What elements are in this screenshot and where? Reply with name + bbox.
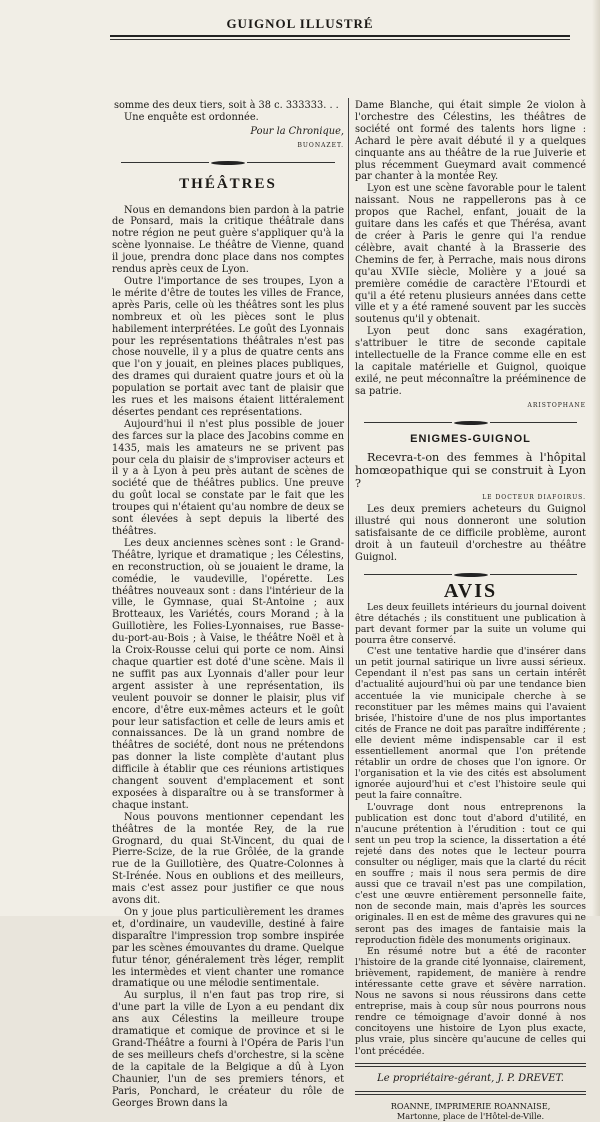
article-paragraph: Dame Blanche, qui était simple 2e violon à l'orchestre des Célestins, les théâtres de société ont formé des talents hors ligne : Achard le père avait débuté il y a quelques cinquante ans au théâtre de la rue Juiverie et plus récemment Gueymard avait commencé par chanter à la montée Rey. [355,100,586,183]
column-divider [348,98,349,843]
left-column [112,100,344,1109]
avis-section [355,602,586,1057]
masthead-title: GUIGNOL ILLUSTRÉ [226,16,374,31]
enigme-paragraph: Les deux premiers acheteurs du Guignol illustré qui nous donneront une solution satisfaisante de ce difficile problème, auront droit à un fauteuil d'orchestre au théâtre Guignol. [355,504,586,563]
double-rule [355,1091,586,1095]
article-signature: ARISTOPHANE [527,401,586,409]
masthead-rule-thin [110,39,570,40]
article-paragraph: Au surplus, il n'en faut pas trop rire, si d'une part la ville de Lyon a eu pendant dix ans aux Célestins la meilleure troupe dramatique et comique de province et si le Grand-Théâtre a fourni à l'Opéra de Paris l'un de ses meilleurs chefs d'orchestre, si la scène de la capitale de la Belgique a dû à Lyon Chaunier, l'un de ses premiers ténors, et Paris, Ponchard, le créateur du rôle de Georges Brown dans la [112,990,344,1109]
article-paragraph: Nous pouvons mentionner cependant les théâtres de la montée Rey, de la rue Grognard, du quai St-Vincent, du quai de Pierre-Scize, de la rue Grôlée, de la grande rue de la Guillotière, des Quatre-Colonnes à St-Irénée. Nous en oublions et des meilleurs, mais c'est assez pour justifier ce que nous avons dit. [112,811,344,907]
article-paragraph: Lyon est une scène favorable pour le talent naissant. Nous ne rappellerons pas à ce propos que Rachel, enfant, jouait de la guitare dans les cafés et que Thérésa, avant de créer à Paris le genre qui l'a rendue célèbre, avait chanté à la Brasserie des Chemins de fer, à Perrache, mais nous dirons qu'au XVIIe siècle, Molière y a joué sa première comédie de caractère l'Etourdi et qu'il a été retenu plusieurs années dans cette ville et y a été ramené souvent par les succès soutenus qu'il y obtenait. [355,183,586,326]
double-rule [355,1063,586,1067]
enigme-question: Recevra-t-on des femmes à l'hôpital homœopathique qui se construit à Lyon ? [355,451,586,491]
avis-paragraph: L'ouvrage dont nous entreprenons la publication est donc tout d'abord d'utilité, en n'aucune prétention à l'érudition : tout ce qui sent un peu trop la science, la dissertation a été rejeté dans des notes que le lecteur pourra consulter ou négliger, mais que la clarté du récit en souffre ; mais il nous sera permis de dire aussi que ce travail n'est pas une compilation, c'est une œuvre entièrement personnelle faite, non de seconde main, mais d'après les sources originales. Il en est de même des gravures qui ne seront pas des images de fantaisie mais la reproduction fidèle des monuments originaux. [355,801,586,946]
avis-paragraph: C'est une tentative hardie que d'insérer dans un petit journal satirique un livre aussi sérieux. Cependant il n'est pas sans un certain intérêt d'actualité aujourd'hui où par une tendance bien accentuée la vie municipale cherche à se reconstituer par les mêmes mains qui l'avaient brisée, l'histoire d'une de nos plus importantes cités de France ne doit pas paraître indifférente ; elle devient même indispensable car il est essentiellement anormal que l'on prétende rétablir un ordre de choses que l'on ignore. Or l'organisation et la vie des cités est absolument ignorée aujourd'hui et c'est l'histoire seule qui peut la faire connaître. [355,646,586,802]
enigmes-title: ENIGMES-GUIGNOL [410,432,531,445]
avis-paragraph: En résumé notre but a été de raconter l'histoire de la grande cité lyonnaise, clairement, brièvement, rapidement, de manière à rendre intéressante cette grave et sévère narration. Nous ne savons si nous réussirons dans cette entreprise, mais à coup sûr nous pourrons nous rendre ce témoignage d'avoir donné à nos concitoyens une histoire de Lyon plus exacte, plus vraie, plus sincère qu'aucune de celles qui l'ont précédée. [355,945,586,1057]
article-paragraph: Aujourd'hui il n'est plus possible de jouer des farces sur la place des Jacobins comme en 1435, mais les amateurs ne se privent pas pour cela du plaisir de s'improviser acteurs et il y a à Lyon à peu près autant de scènes de société que de théâtres publics. Une preuve du goût local se constate par le fait que les troupes qui n'étaient qu'au nombre de deux se sont élevées à sept depuis la liberté des théâtres. [112,418,344,537]
masthead-rule [110,35,570,37]
question-author: LE DOCTEUR DIAFOIRUS. [482,494,586,502]
article-paragraph: On y joue plus particulièrement les drames et, d'ordinaire, un vaudeville, destiné à faire disparaître l'impression trop sombre inspirée par les scènes émouvantes du drame. Quelque futur ténor, généralement très léger, remplit les intermèdes et vient chanter une romance dramatique ou une mélodie sentimentale. [112,907,344,990]
article-paragraph: Outre l'importance de ses troupes, Lyon a le mérite d'être de toutes les villes de France, après Paris, celle où les théâtres sont les plus nombreux et où les pièces sont le plus habilement interprétées. Le goût des Lyonnais pour les représentations théâtrales n'est pas chose nouvelle, il y a plus de quatre cents ans que l'on y jouait, en pleines places publiques, des drames qui duraient quatre jours et où la population se portait avec tant de plaisir que les rues et les maisons étaient littéralement désertes pendant ces représentations. [112,275,344,418]
ornament-divider [355,573,586,577]
page-edge [592,0,600,916]
avis-title: AVIS [443,579,498,602]
publisher-line: Le propriétaire-gérant, J. P. DREVET. [377,1072,564,1084]
avis-paragraph: Les deux feuillets intérieurs du journal doivent être détachés ; ils constituent une publication à part devant former par la suite un volume qui pourra être conservé. [355,601,586,647]
section-title-theatres: THÉÂTRES [179,175,277,192]
ornament-divider [355,421,586,425]
printer-line: ROANNE, IMPRIMERIE ROANNAISE, [390,1100,551,1111]
printer-address: Martonne, place de l'Hôtel-de-Ville. [396,1111,545,1122]
intro-signature: Pour la Chronique, [250,125,344,137]
ornament-divider [112,161,344,165]
right-column [355,100,586,1122]
intro-line: somme des deux tiers, soit à 38 c. 333333. . . [114,100,339,111]
article-paragraph: Les deux anciennes scènes sont : le Grand-Théâtre, lyrique et dramatique ; les Célestins, en reconstruction, où se jouaient le drame, la comédie, le vaudeville, l'opérette. Les théâtres nouveaux sont : dans l'intérieur de la ville, le Gymnase, quai St-Antoine ; aux Brotteaux, les Variétés, cours Morand ; à la Guillotière, les Folies-Lyonnaises, rue Basse-du-port-au-Bois ; à Vaise, le théâtre Noël et à la Croix-Rousse celui qui porte ce nom. Ainsi chaque quartier est doté d'une scène. Mais il ne suffit pas aux Lyonnais d'aller pour leur argent assister à une représentation, ils veulent pouvoir se donner le plaisir, plus vif encore, d'être eux-mêmes acteurs et le goût pour leur satisfaction et celle de leurs amis et connaissances. De là un grand nombre de théâtres de société, dont nous ne prétendons pas donner la liste complète d'autant plus difficile à établir que ces réunions artistiques changent souvent d'emplacement et sont exposées à disparaître ou à se transformer à chaque instant. [112,537,344,811]
article-paragraph: Lyon peut donc sans exagération, s'attribuer le titre de seconde capitale intellectuelle de la France comme elle en est la capitale matérielle et Guignol, quoique exilé, ne peut méconnaître la prééminence de sa patrie. [355,326,586,397]
article-paragraph: Nous en demandons bien pardon à la patrie de Ponsard, mais la critique théâtrale dans notre région ne peut guère s'appliquer qu'à la scène lyonnaise. Le théâtre de Vienne, quand il joue, prendra donc place dans nos comptes rendus après ceux de Lyon. [112,204,344,276]
intro-author: BUONAZET. [297,141,344,149]
intro-line: Une enquête est ordonnée. [124,111,259,123]
